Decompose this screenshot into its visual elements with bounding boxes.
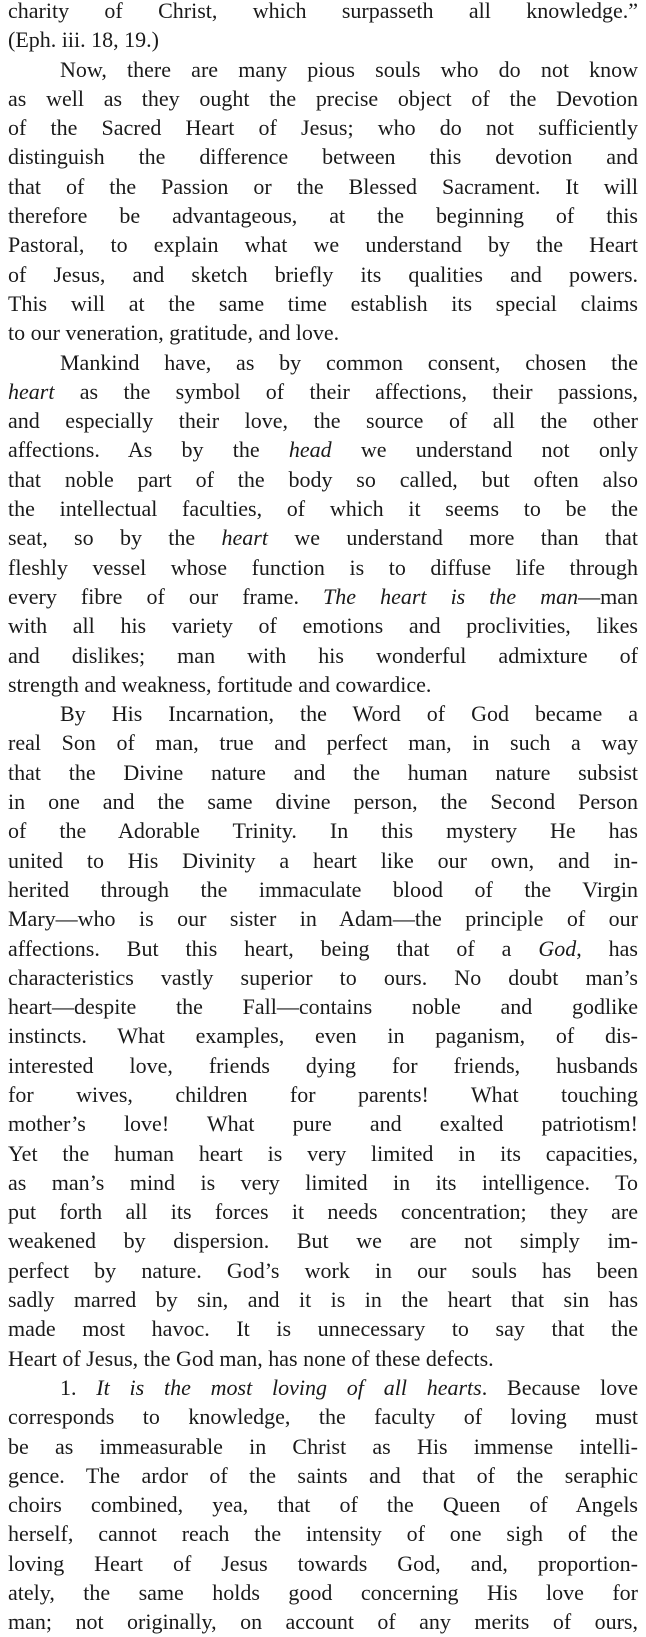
text-line: as man’s mind is very limited in its intelligence. To xyxy=(8,1169,638,1195)
paragraph xyxy=(8,348,638,700)
text-line: sadly marred by sin, and it is in the heart that sin has xyxy=(8,1287,638,1313)
text-line: Heart of Jesus, the God man, has none of these defects. xyxy=(8,1345,494,1371)
text-line: instincts. What examples, even in paganism, of dis- xyxy=(8,1023,638,1049)
text-line: with all his variety of emotions and proclivities, likes xyxy=(8,613,638,639)
emphasis: head xyxy=(288,437,332,463)
text-line: of the Adorable Trinity. In this mystery He has xyxy=(8,818,638,844)
text-line: Mankind have, as by common consent, chosen the xyxy=(60,349,638,375)
text-line: affections. But this heart, being that of a God, has xyxy=(8,935,638,961)
paragraph xyxy=(8,699,638,1373)
text-line: therefore be advantageous, at the beginning of this xyxy=(8,203,638,229)
emphasis: It is the most loving of all hearts xyxy=(96,1374,482,1400)
text-line: gence. The ardor of the saints and that of the seraphic xyxy=(8,1462,638,1488)
paragraph xyxy=(8,55,638,348)
text-line: heart—despite the Fall—contains noble and godlike xyxy=(8,994,638,1020)
text-line: herited through the immaculate blood of the Virgin xyxy=(8,876,638,902)
text-line: 1. It is the most loving of all hearts. Because love xyxy=(60,1374,638,1400)
paragraph xyxy=(8,1373,638,1637)
text-line: in one and the same divine person, the Second Person xyxy=(8,789,638,815)
text-line: to our veneration, gratitude, and love. xyxy=(8,320,340,346)
text-line: seat, so by the heart we understand more than that xyxy=(8,525,638,551)
text-line: ately, the same holds good concerning His love for xyxy=(8,1580,638,1606)
text-line: man; not originally, on account of any merits of ours, xyxy=(8,1609,638,1635)
text-line: affections. As by the head we understand not only xyxy=(8,437,638,463)
text-line: fleshly vessel whose function is to diffuse life through xyxy=(8,554,638,580)
text-line: put forth all its forces it needs concentration; they are xyxy=(8,1199,638,1225)
text-line: real Son of man, true and perfect man, in such a way xyxy=(8,730,638,756)
text-line: that of the Passion or the Blessed Sacrament. It will xyxy=(8,173,638,199)
text-line: Now, there are many pious souls who do not know xyxy=(60,56,638,82)
text-line: By His Incarnation, the Word of God became a xyxy=(60,701,638,727)
text-line: herself, cannot reach the intensity of one sigh of the xyxy=(8,1521,638,1547)
text-line: perfect by nature. God’s work in our souls has been xyxy=(8,1257,638,1283)
text-line: charity of Christ, which surpasseth all knowledge.” xyxy=(8,0,638,23)
text-line: the intellectual faculties, of which it seems to be the xyxy=(8,496,638,522)
text-line: Pastoral, to explain what we understand by the Heart xyxy=(8,232,638,258)
text-line: (Eph. iii. 18, 19.) xyxy=(8,27,159,53)
text-line: be as immeasurable in Christ as His immense intelli- xyxy=(8,1433,638,1459)
emphasis: The heart is the man xyxy=(323,583,579,609)
text-line: Mary—who is our sister in Adam—the principle of our xyxy=(8,906,638,932)
text-line: heart as the symbol of their affections, their passions, xyxy=(8,378,638,404)
text-line: weakened by dispersion. But we are not simply im- xyxy=(8,1228,638,1254)
text-line: of the Sacred Heart of Jesus; who do not sufficiently xyxy=(8,115,638,141)
paragraph xyxy=(8,0,638,55)
document-text xyxy=(8,0,638,1637)
text-line: Yet the human heart is very limited in its capacities, xyxy=(8,1140,638,1166)
text-line: strength and weakness, fortitude and cowardice. xyxy=(8,671,432,697)
text-line: and especially their love, the source of all the other xyxy=(8,408,638,434)
emphasis: heart xyxy=(221,525,268,551)
text-line: interested love, friends dying for friends, husbands xyxy=(8,1052,638,1078)
text-line: as well as they ought the precise object of the Devotion xyxy=(8,85,638,111)
text-line: that the Divine nature and the human nature subsist xyxy=(8,759,638,785)
text-line: corresponds to knowledge, the faculty of loving must xyxy=(8,1404,638,1430)
text-line: characteristics vastly superior to ours. No doubt man’s xyxy=(8,964,638,990)
text-line: mother’s love! What pure and exalted patriotism! xyxy=(8,1111,638,1137)
text-line: loving Heart of Jesus towards God, and, proportion- xyxy=(8,1550,638,1576)
text-line: every fibre of our frame. The heart is the man—man xyxy=(8,583,638,609)
text-line: of Jesus, and sketch briefly its qualities and powers. xyxy=(8,261,638,287)
emphasis: God xyxy=(538,935,577,961)
emphasis: heart xyxy=(8,378,55,404)
text-line: and dislikes; man with his wonderful admixture of xyxy=(8,642,638,668)
text-line: that noble part of the body so called, but often also xyxy=(8,466,638,492)
text-line: This will at the same time establish its special claims xyxy=(8,290,638,316)
text-line: distinguish the difference between this devotion and xyxy=(8,144,638,170)
text-line: choirs combined, yea, that of the Queen of Angels xyxy=(8,1492,638,1518)
text-line: for wives, children for parents! What touching xyxy=(8,1081,638,1107)
text-line: made most havoc. It is unnecessary to say that the xyxy=(8,1316,638,1342)
text-line: united to His Divinity a heart like our own, and in- xyxy=(8,847,638,873)
